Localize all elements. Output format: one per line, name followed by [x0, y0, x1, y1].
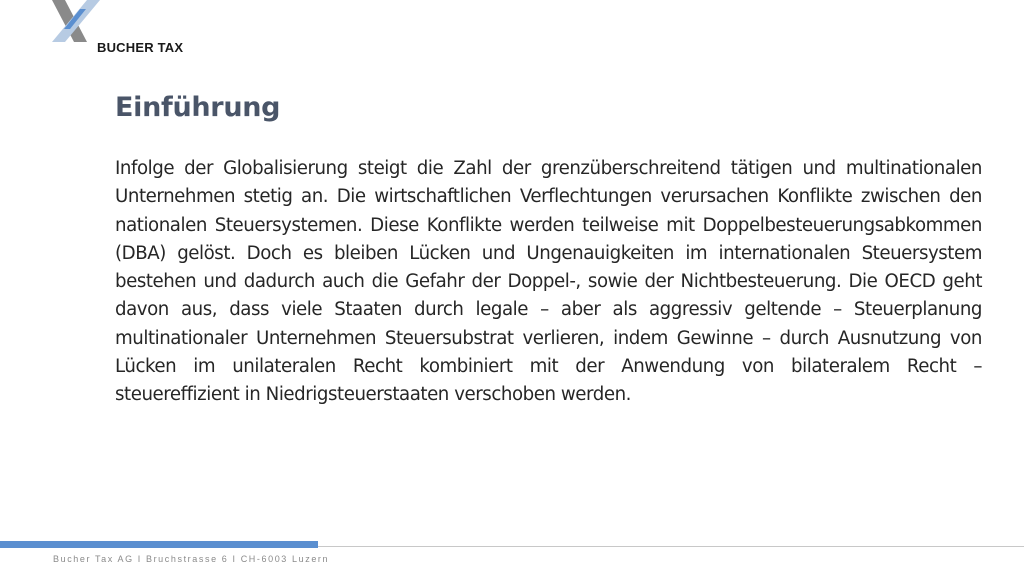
slide-body-text: Infolge der Globalisierung steigt die Zahl der grenzüberschreitend tätigen und multinationalen Unternehmen stetig an. Die wirtschaftlichen Verflechtungen verursachen Konflikte zwischen den nationalen Steuersystemen. Diese Konflikte werden teilweise mit Doppelbesteuerungsabkommen (DBA) gelöst. Doch es bleiben Lücken und Ungenauigkeiten im internationalen Steuersystem bestehen und dadurch auch die Gefahr der Doppel-, sowie der Nichtbesteuerung. Die OECD geht davon aus, dass viele Staaten durch legale – aber als aggressiv geltende – Steuerplanung multinationaler Unternehmen Steuersubstrat verlieren, indem Gewinne – durch Ausnutzung von Lücken im unilateralen Recht kombiniert mit der Anwendung von bilateralem Recht – steuereffizient in Niedrigsteuerstaaten verschoben werden.	[115, 158, 982, 406]
footer-accent-bar	[0, 541, 318, 548]
footer-address: Bucher Tax AG I Bruchstrasse 6 I CH-6003 Luzern	[53, 554, 330, 564]
bucher-tax-logo	[50, 0, 210, 60]
logo-x-mark-icon	[50, 0, 110, 44]
logo-wordmark: BUCHER TAX	[97, 40, 184, 55]
slide-title: Einführung	[115, 92, 281, 123]
footer-divider	[318, 546, 1024, 547]
